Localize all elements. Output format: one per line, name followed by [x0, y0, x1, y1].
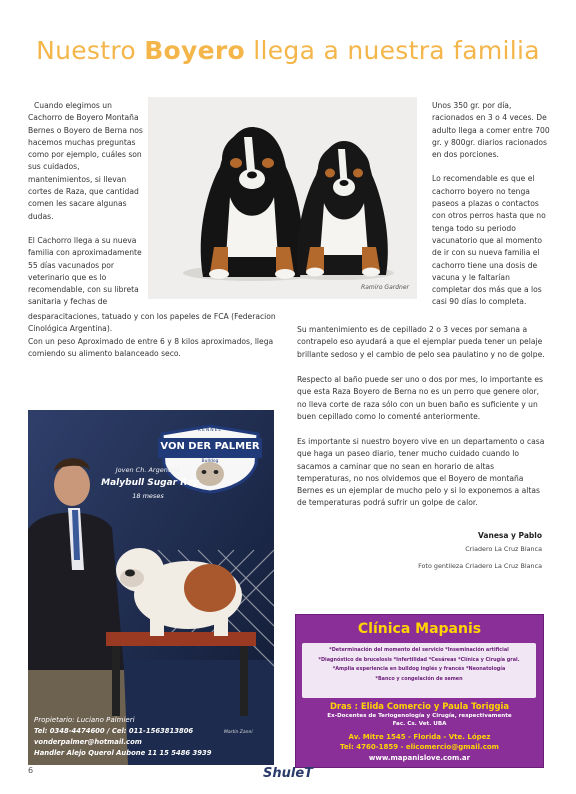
clinic-address: Av. Mitre 1545 - Florida - Vte. López	[348, 733, 491, 741]
article-title	[0, 36, 576, 65]
photo-credit: Ramiro Gardner	[361, 284, 409, 291]
ad-owner: Propietario: Luciano Palmieri	[34, 716, 135, 724]
left-para-1: Cuando elegimos un Cachorro de Boyero Montaña Bernes o Boyero de Berna nos hacemos muchas preguntas como por ejemplo, cuáles son sus cuidados, mantenimientos, si llevan cortes de Raza, que cantidad comen les sacare algunas dudas.	[28, 101, 143, 221]
title-strong: Boyero	[144, 36, 245, 65]
clinic-title: Clínica Mapanis	[357, 621, 482, 637]
puppies-illustration	[148, 97, 417, 299]
kennel-top: KENNEL	[198, 428, 222, 433]
ad-email: vonderpalmer@hotmail.com	[34, 738, 142, 746]
clinic-website: www.mapanislove.com.ar	[368, 754, 471, 762]
kennel-name: VON DER PALMER	[160, 441, 260, 452]
clinic-service-1: *Determinación del momento del servicio *Inseminación artificial	[329, 647, 509, 653]
dog-name: Malybull Sugar Ray	[101, 478, 199, 488]
clinic-phone: Tel: 4760-1859 - elicomercio@gmail.com	[340, 743, 499, 751]
clinic-credentials-2: Fac. Cs. Vet. UBA	[392, 721, 447, 727]
middle-para-3: Es importante si nuestro boyero vive en un departamento o casa que haga un paseo diario, tener mucho cuidado cuando lo sacamos a caminar que no sean en horario de altas temperaturas, no nos olvidemos que el Boyero de montaña Bernes es un ejemplar de mucho pelo y si lo exponemos a altas de temperaturas podrá sufrir un golpe de calor.	[297, 437, 545, 508]
right-para-1: Unos 350 gr. por día, racionados en 3 o 4 veces. De adulto llega a comer entre 700 gr. y 800gr. diarios racionados en dos porciones.	[432, 101, 550, 160]
clinic-service-2: *Diagnóstico de brucelosis *Infertilidad *Cesáreas *Clínica y Cirugía gral.	[318, 656, 520, 663]
magazine-logo: ShuleT	[263, 766, 314, 781]
signature-authors: Vanesa y Pablo	[478, 531, 542, 540]
ad-clinica-mapanis	[295, 614, 544, 768]
kennel-sub: Bulldog	[201, 459, 219, 464]
page-number: 6	[28, 766, 34, 775]
signature-org: Criadero La Cruz Blanca	[465, 545, 542, 553]
title-prefix: Nuestro	[36, 36, 145, 65]
lower-left-paragraph	[28, 311, 288, 360]
lower-left-line-2: Con un peso Aproximado de entre 6 y 8 kilos aproximados, llega comiendo su alimento balanceado seco.	[28, 336, 274, 358]
dog-age: 18 meses	[132, 492, 164, 500]
left-column	[28, 100, 146, 321]
lower-left-line-1: desparacitaciones, tatuado y con los papeles de FCA (Federacion Cinológica Argentina).	[28, 312, 276, 334]
photo-credit-line: Foto gentileza Criadero La Cruz Blanca	[418, 562, 542, 570]
clinic-credentials-1: Ex-Docentes de Teriogenología y Cirugía, respectivamente	[327, 713, 512, 719]
clinic-doctors: Dras : Elida Comercio y Paula Toriggia	[329, 701, 510, 711]
clinic-service-4: *Banco y congelación de semen	[375, 675, 463, 682]
ad-photographer: Martin Zanni	[224, 730, 253, 735]
ad-von-der-palmer	[28, 410, 274, 765]
right-column	[432, 100, 550, 321]
middle-para-2: Respecto al baño puede ser uno o dos por mes, lo importante es que esta Raza Boyero de Berna no es un perro que genere olor, no lleva corte de raza sólo con un buen baño es suficiente y un buen cepillado como lo comenté anteriormente.	[297, 375, 544, 421]
champion-badge: Joven Ch. Argentino	[115, 466, 181, 474]
left-para-2: El Cachorro llega a su nueva familia con aproximadamente 55 días vacunados por veterinario que es lo recomendable, con su libreta sanitaria y fechas de	[28, 235, 142, 307]
puppies-photo	[148, 97, 417, 299]
ad-tel: Tel: 0348-4474600 / Cel: 011-1563813806	[34, 727, 194, 735]
title-suffix: llega a nuestra familia	[245, 36, 540, 65]
clinic-service-3: *Amplia experiencia en bulldog inglés y francés *Neonatología	[332, 666, 506, 673]
ad-handler: Handler Alejo Querol Aubone 11 15 5486 3939	[34, 749, 212, 757]
clinic-services-box	[302, 643, 536, 698]
right-para-2: Lo recomendable es que el cachorro boyero no tenga paseos a plazas o contactos con otros perros hasta que no tenga todo su periodo vacunatorio que al momento de ir con su nueva familia el cachorro tiene una dosis de vacuna y le faltarían completar dos más que a los casi 90 días lo completa.	[432, 174, 546, 307]
middle-para-1: Su mantenimiento es de cepillado 2 o 3 veces por semana a contrapelo eso ayudará a que el ejemplar pueda tener un pelaje brillante sedoso y el cambio de pelo sea paulatino y no de golpe.	[297, 325, 545, 359]
